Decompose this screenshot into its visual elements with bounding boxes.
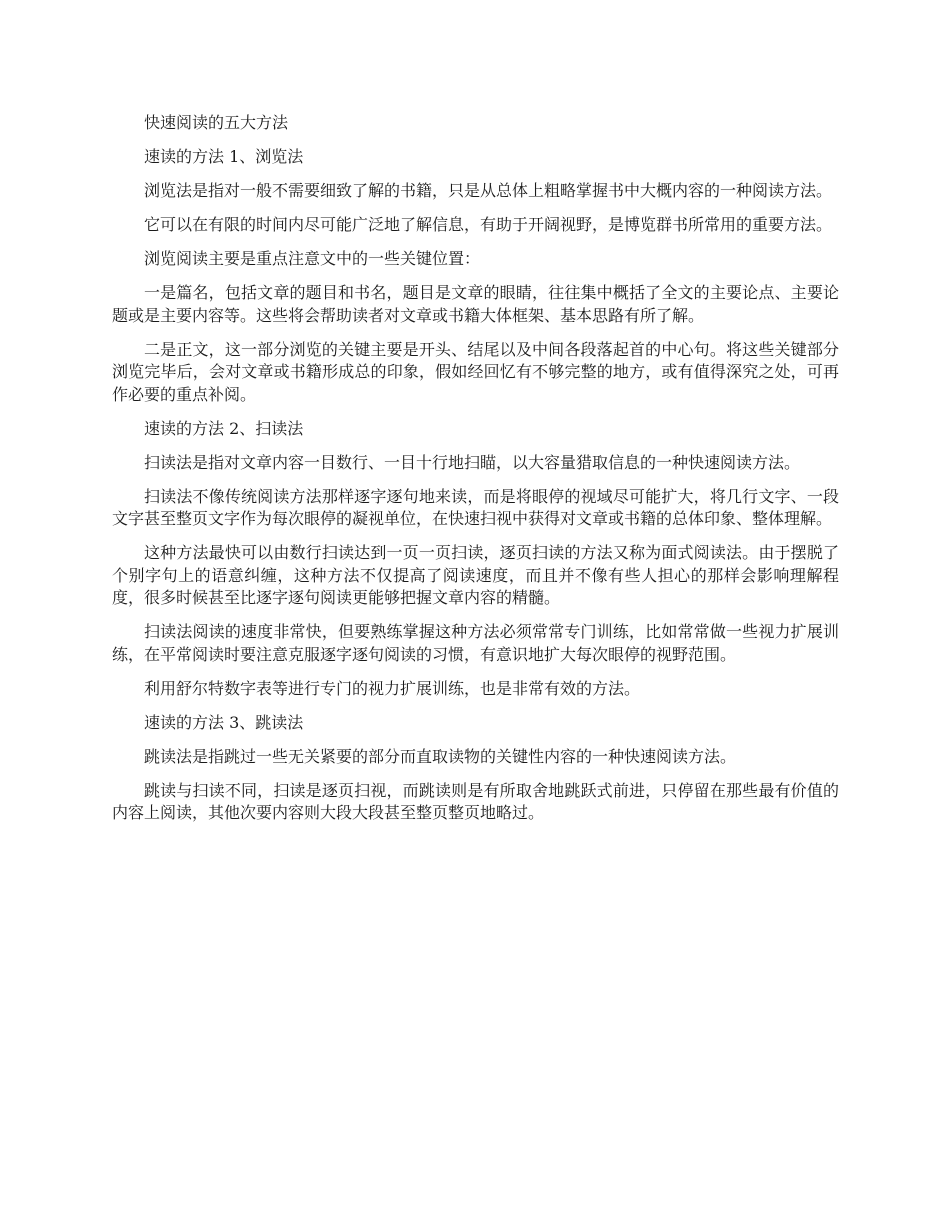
paragraph: 浏览法是指对一般不需要细致了解的书籍，只是从总体上粗略掌握书中大概内容的一种阅读方法。 bbox=[144, 181, 833, 200]
paragraph: 扫读法是指对文章内容一目数行、一目十行地扫瞄，以大容量猎取信息的一种快速阅读方法。 bbox=[144, 452, 801, 472]
paragraph: 跳读与扫读不同，扫读是逐页扫视，而跳读则是有所取舍地跳跃式前进，只停留在那些最有价值的内容上阅读，其他次要内容则大段大段甚至整页整页地略过。 bbox=[112, 780, 839, 822]
section-heading-2: 速读的方法 2、扫读法 bbox=[144, 418, 304, 438]
paragraph: 跳读法是指跳过一些无关紧要的部分而直取读物的关键性内容的一种快速阅读方法。 bbox=[144, 746, 737, 766]
paragraph: 浏览阅读主要是重点注意文中的一些关键位置： bbox=[144, 249, 481, 268]
paragraph: 扫读法不像传统阅读方法那样逐字逐句地来读，而是将眼停的视域尽可能扩大，将几行文字、一段文字甚至整页文字作为每次眼停的凝视单位，在快速扫视中获得对文章或书籍的总体印象、整体理解。 bbox=[112, 486, 839, 528]
paragraph: 一是篇名，包括文章的题目和书名，题目是文章的眼睛，往往集中概括了全文的主要论点、主要论题或是主要内容等。这些将会帮助读者对文章或书籍大体框架、基本思路有所了解。 bbox=[112, 283, 839, 325]
section-heading-1: 速读的方法 1、浏览法 bbox=[144, 147, 304, 166]
paragraph: 它可以在有限的时间内尽可能广泛地了解信息，有助于开阔视野，是博览群书所常用的重要方法。 bbox=[144, 215, 833, 234]
paragraph: 二是正文，这一部分浏览的关键主要是开头、结尾以及中间各段落起首的中心句。将这些关键部分浏览完毕后，会对文章或书籍形成总的印象，假如经回忆有不够完整的地方，或有值得深究之处，可再作必要的重点补阅。 bbox=[112, 339, 839, 404]
section-heading-3: 速读的方法 3、跳读法 bbox=[144, 712, 304, 732]
paragraph: 利用舒尔特数字表等进行专门的视力扩展训练，也是非常有效的方法。 bbox=[144, 678, 641, 698]
document-body bbox=[112, 112, 839, 836]
paragraph: 扫读法阅读的速度非常快，但要熟练掌握这种方法必须常常专门训练，比如常常做一些视力扩展训练，在平常阅读时要注意克服逐字逐句阅读的习惯，有意识地扩大每次眼停的视野范围。 bbox=[112, 622, 839, 664]
paragraph: 这种方法最快可以由数行扫读达到一页一页扫读，逐页扫读的方法又称为面式阅读法。由于摆脱了个别字句上的语意纠缠，这种方法不仅提高了阅读速度，而且并不像有些人担心的那样会影响理解程度，很多时候甚至比逐字逐句阅读更能够把握文章内容的精髓。 bbox=[112, 543, 839, 607]
document-title: 快速阅读的五大方法 bbox=[144, 113, 289, 132]
